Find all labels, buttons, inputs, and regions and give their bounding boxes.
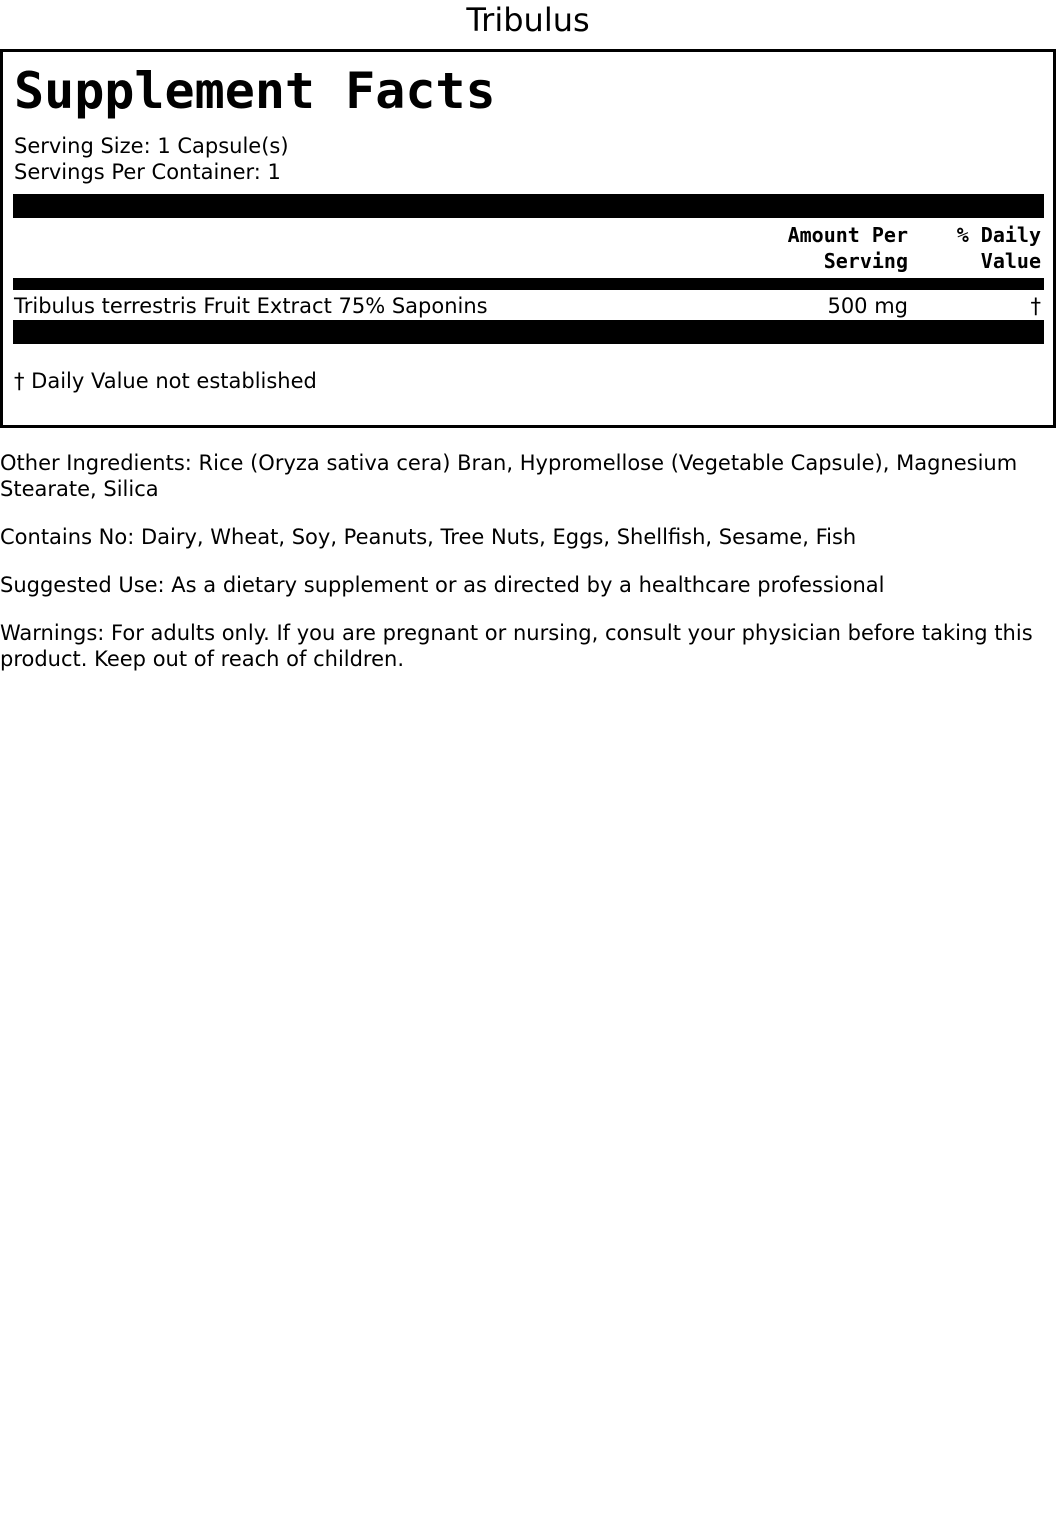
allergen-statement: Contains No: Dairy, Wheat, Soy, Peanuts, Tree Nuts, Eggs, Shellfish, Sesame, Fish xyxy=(0,525,857,549)
other-ingredients: Other Ingredients: Rice (Oryza sativa cera) Bran, Hypromellose (Vegetable Capsule), Magnesium Stearate, Silica xyxy=(0,451,1018,501)
daily-value-header xyxy=(957,222,1041,274)
supplement-facts-heading: Supplement Facts xyxy=(14,62,496,120)
ingredient-amount: 500 mg xyxy=(827,294,908,318)
daily-value-header-line2: Value xyxy=(980,249,1041,273)
warnings: Warnings: For adults only. If you are pregnant or nursing, consult your physician before taking this product. Keep out of reach of children. xyxy=(0,621,1033,671)
serving-size: Serving Size: 1 Capsule(s) xyxy=(14,134,289,158)
amount-per-serving-header xyxy=(788,222,908,274)
daily-value-footnote: † Daily Value not established xyxy=(14,369,317,393)
product-title: Tribulus xyxy=(466,1,590,39)
amount-header-line1: Amount Per xyxy=(787,223,908,247)
amount-header-line2: Serving xyxy=(823,249,908,273)
medium-divider xyxy=(13,278,1044,290)
daily-value-header-line1: % Daily xyxy=(956,223,1041,247)
thick-divider-top xyxy=(13,194,1044,218)
ingredient-row xyxy=(3,292,1053,320)
ingredient-daily-value: † xyxy=(1030,294,1041,318)
supplement-facts-panel xyxy=(0,49,1056,428)
ingredient-name: Tribulus terrestris Fruit Extract 75% Saponins xyxy=(14,294,488,318)
suggested-use: Suggested Use: As a dietary supplement or as directed by a healthcare professional xyxy=(0,573,885,597)
thick-divider-bottom xyxy=(13,320,1044,344)
servings-per-container: Servings Per Container: 1 xyxy=(14,160,281,184)
